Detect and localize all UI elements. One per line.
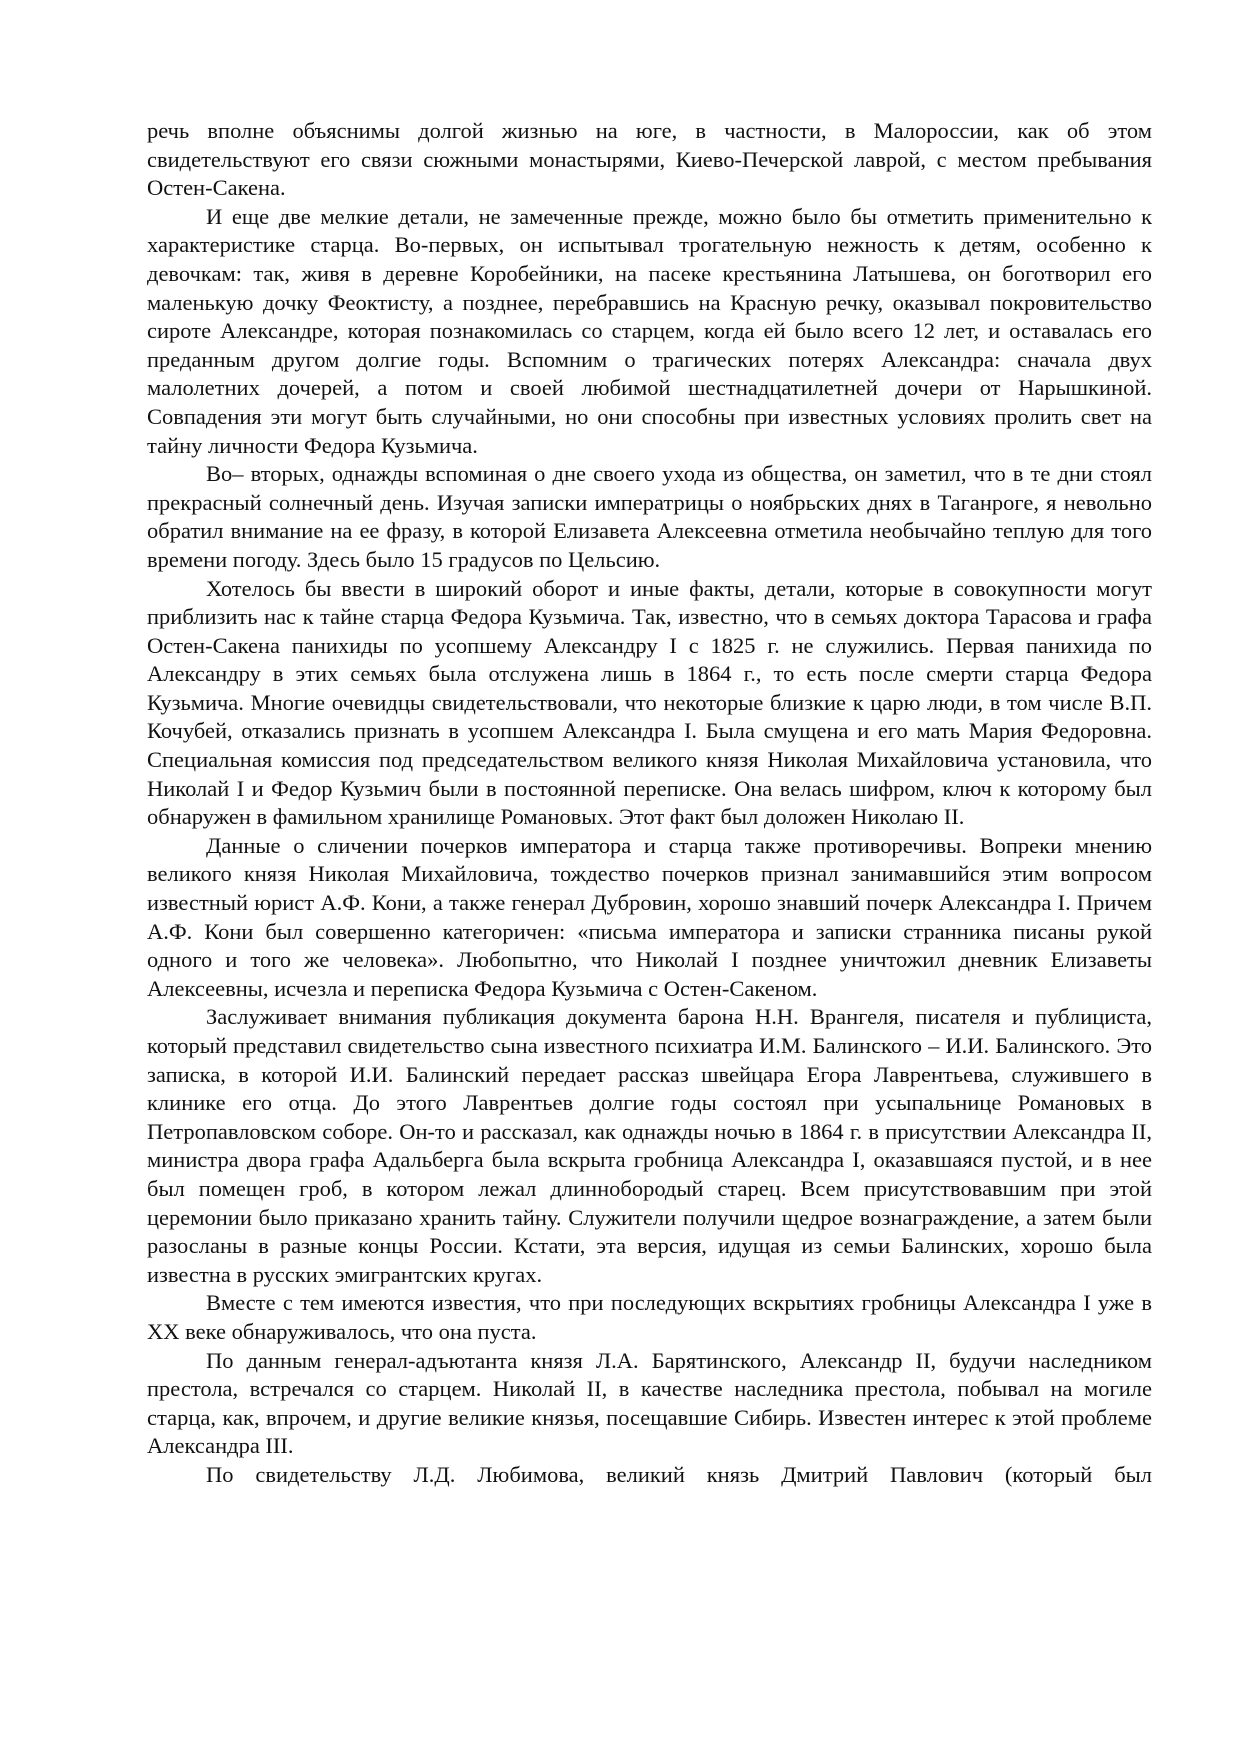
paragraph-8: По данным генерал-адъютанта князя Л.А. Барятинского, Александр II, будучи наследником престола, встречался со старцем. Николай II, в качестве наследника престола, побывал на могиле старца, как, впрочем, и другие великие князья, посещавшие Сибирь. Известен интерес к этой проблеме Александра III. (147, 1347, 1152, 1459)
document-page (147, 117, 1152, 1490)
paragraph-5: Данные о сличении почерков императора и старца также противоречивы. Вопреки мнению великого князя Николая Михайловича, тождество почерков признал занимавшийся этим вопросом известный юрист А.Ф. Кони, а также генерал Дубровин, хорошо знавший почерк Александра I. Причем А.Ф. Кони был совершенно категоричен: «письма императора и записки странника писаны рукой одного и того же человека». Любопытно, что Николай I позднее уничтожил дневник Елизаветы Алексеевны, исчезла и переписка Федора Кузьмича с Остен-Сакеном. (147, 832, 1152, 1001)
paragraph-6: Заслуживает внимания публикация документа барона Н.Н. Врангеля, писателя и публициста, который представил свидетельство сына известного психиатра И.М. Балинского – И.И. Балинского. Это записка, в которой И.И. Балинский передает рассказ швейцара Егора Лаврентьева, служившего в клинике его отца. До этого Лаврентьев долгие годы состоял при усыпальнице Романовых в Петропавловском соборе. Он-то и рассказал, как однажды ночью в 1864 г. в присутствии Александра II, министра двора графа Адальберга была вскрыта гробница Александра I, оказавшаяся пустой, и в нее был помещен гроб, в котором лежал длиннобородый старец. Всем присутствовавшим при этой церемонии было приказано хранить тайну. Служители получили щедрое вознаграждение, а затем были разосланы в разные концы России. Кстати, эта версия, идущая из семьи Балинских, хорошо была известна в русских эмигрантских кругах. (147, 1004, 1152, 1287)
paragraph-4: Хотелось бы ввести в широкий оборот и иные факты, детали, которые в совокупности могут приблизить нас к тайне старца Федора Кузьмича. Так, известно, что в семьях доктора Тарасова и графа Остен-Сакена панихиды по усопшему Александру I с 1825 г. не служились. Первая панихида по Александру в этих семьях была отслужена лишь в 1864 г., то есть после смерти старца Федора Кузьмича. Многие очевидцы свидетельствовали, что некоторые близкие к царю люди, в том числе В.П. Кочубей, отказались признать в усопшем Александра I. Была смущена и его мать Мария Федоровна. Специальная комиссия под председательством великого князя Николая Михайловича установила, что Николай I и Федор Кузьмич были в постоянной переписке. Она велась шифром, ключ к которому был обнаружен в фамильном хранилище Романовых. Этот факт был доложен Николаю II. (147, 575, 1152, 830)
paragraph-1: речь вполне объяснимы долгой жизнью на юге, в частности, в Малороссии, как об этом свидетельствуют его связи сюжными монастырями, Киево-Печерской лаврой, с местом пребывания Остен-Сакена. (147, 118, 1152, 201)
paragraph-3: Во– вторых, однажды вспоминая о дне своего ухода из общества, он заметил, что в те дни стоял прекрасный солнечный день. Изучая записки императрицы о ноябрьских днях в Таганроге, я невольно обратил внимание на ее фразу, в которой Елизавета Алексеевна отметила необычайно теплую для того времени погоду. Здесь было 15 градусов по Цельсию. (147, 461, 1152, 572)
paragraph-7: Вместе с тем имеются известия, что при последующих вскрытиях гробницы Александра I уже в XX веке обнаруживалось, что она пуста. (147, 1290, 1152, 1344)
paragraph-9: По свидетельству Л.Д. Любимова, великий князь Дмитрий Павлович (который был (206, 1461, 1152, 1487)
paragraph-2: И еще две мелкие детали, не замеченные прежде, можно было бы отметить применительно к характеристике старца. Во-первых, он испытывал трогательную нежность к детям, особенно к девочкам: так, живя в деревне Коробейники, на пасеке крестьянина Латышева, он боготворил его маленькую дочку Феоктисту, а позднее, перебравшись на Красную речку, оказывал покровительство сироте Александре, которая познакомилась со старцем, когда ей было всего 12 лет, и оставалась его преданным другом долгие годы. Вспомним о трагических потерях Александра: сначала двух малолетних дочерей, а потом и своей любимой шестнадцатилетней дочери от Нарышкиной. Совпадения эти могут быть случайными, но они способны при известных условиях пролить свет на тайну личности Федора Кузьмича. (147, 203, 1152, 458)
